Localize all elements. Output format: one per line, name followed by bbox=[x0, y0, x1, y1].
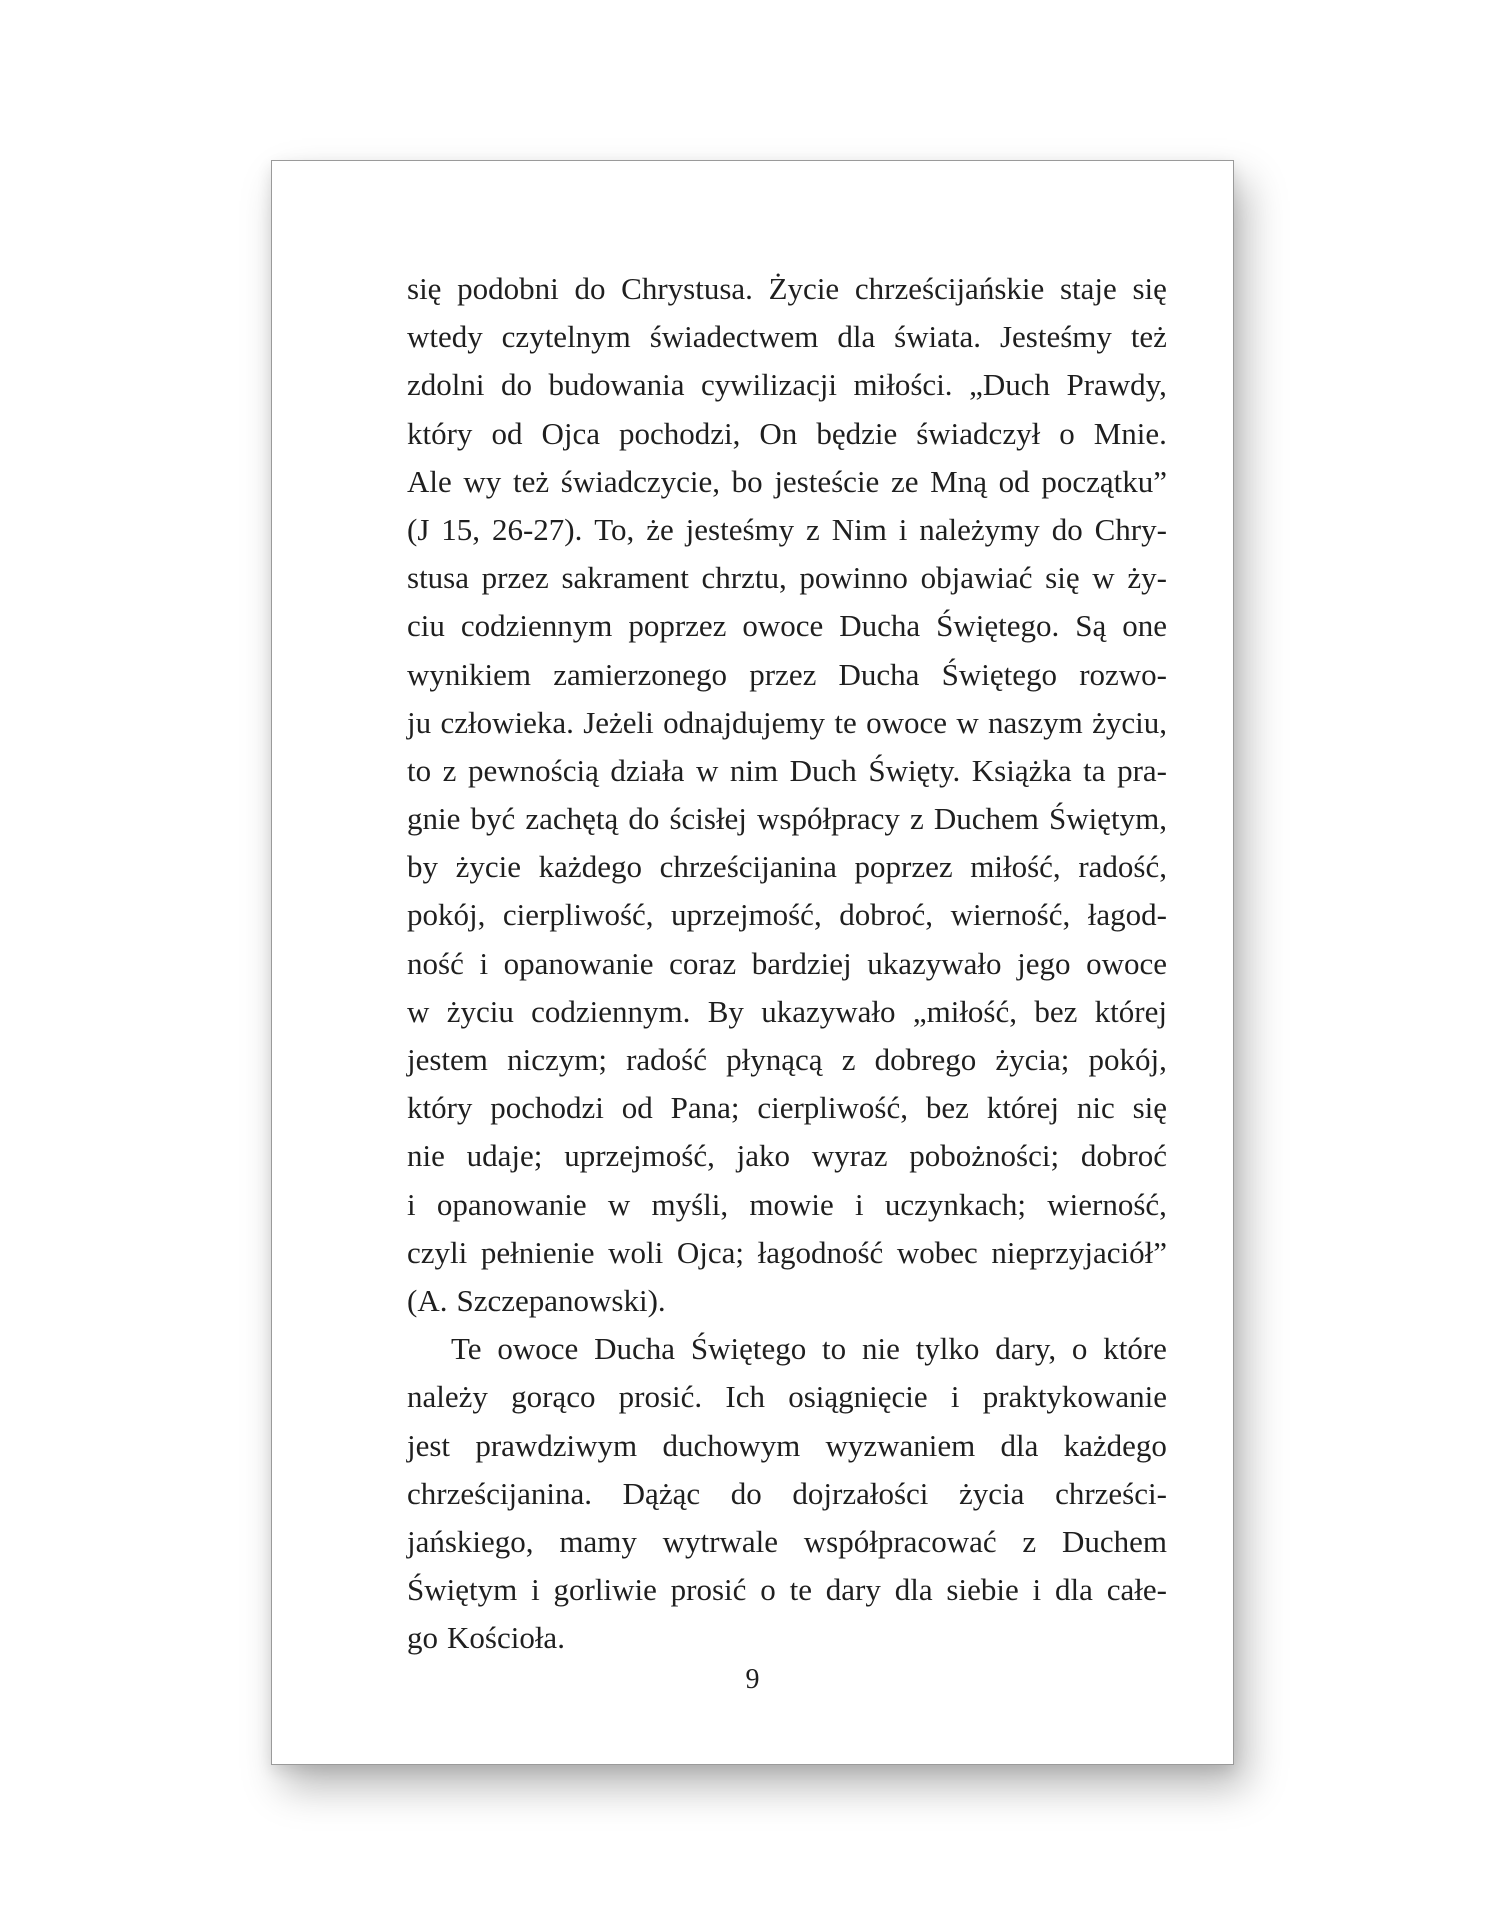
text-line: jańskiego, mamy wytrwale współpracować z Duchem bbox=[407, 1523, 1167, 1559]
book-page bbox=[271, 160, 1234, 1765]
text-line: ność i opanowanie coraz bardziej ukazywało jego owoce bbox=[407, 945, 1167, 981]
text-line: gnie być zachętą do ścisłej współpracy z Duchem Świętym, bbox=[407, 801, 1167, 837]
paragraph bbox=[407, 1325, 1167, 1662]
text-line: pokój, cierpliwość, uprzejmość, dobroć, wierność, łagod- bbox=[407, 897, 1167, 933]
text-line: go Kościoła. bbox=[407, 1620, 565, 1656]
text-line: chrześcijanina. Dążąc do dojrzałości życia chrześci- bbox=[407, 1475, 1167, 1511]
text-line: jestem niczym; radość płynącą z dobrego życia; pokój, bbox=[407, 1042, 1167, 1077]
text-line: się podobni do Chrystusa. Życie chrześcijańskie staje się bbox=[407, 271, 1167, 306]
text-line: wtedy czytelnym świadectwem dla świata. Jesteśmy też bbox=[407, 319, 1167, 355]
text-line: ju człowieka. Jeżeli odnajdujemy te owoce w naszym życiu, bbox=[407, 704, 1167, 740]
text-line: nie udaje; uprzejmość, jako wyraz pobożności; dobroć bbox=[407, 1138, 1167, 1174]
text-line: Ale wy też świadczycie, bo jesteście ze Mną od początku” bbox=[407, 463, 1167, 499]
text-line: jest prawdziwym duchowym wyzwaniem dla każdego bbox=[407, 1427, 1167, 1463]
text-line: Te owoce Ducha Świętego to nie tylko dary, o które bbox=[451, 1331, 1167, 1367]
text-line: by życie każdego chrześcijanina poprzez miłość, radość, bbox=[407, 849, 1167, 885]
text-line: (A. Szczepanowski). bbox=[407, 1282, 666, 1318]
text-line: i opanowanie w myśli, mowie i uczynkach; wierność, bbox=[407, 1186, 1167, 1222]
text-line: czyli pełnienie woli Ojca; łagodność wobec nieprzyjaciół” bbox=[407, 1234, 1167, 1270]
text-line: w życiu codziennym. By ukazywało „miłość, bez której bbox=[407, 993, 1167, 1029]
page-number: 9 bbox=[745, 1664, 760, 1695]
text-line: należy gorąco prosić. Ich osiągnięcie i praktykowanie bbox=[407, 1379, 1167, 1415]
text-line: (J 15, 26-27). To, że jesteśmy z Nim i należymy do Chry- bbox=[407, 511, 1167, 547]
text-line: ciu codziennym poprzez owoce Ducha Świętego. Są one bbox=[407, 608, 1167, 644]
text-line: wynikiem zamierzonego przez Ducha Świętego rozwo- bbox=[407, 656, 1167, 692]
text-line: który od Ojca pochodzi, On będzie świadczył o Mnie. bbox=[407, 415, 1167, 451]
page-body-text bbox=[407, 265, 1167, 1662]
text-line: to z pewnością działa w nim Duch Święty. Książka ta pra- bbox=[407, 752, 1167, 788]
paragraph bbox=[407, 265, 1167, 1325]
text-line: który pochodzi od Pana; cierpliwość, bez której nic się bbox=[407, 1090, 1167, 1126]
text-line: zdolni do budowania cywilizacji miłości. „Duch Prawdy, bbox=[407, 367, 1167, 403]
text-line: stusa przez sakrament chrztu, powinno objawiać się w ży- bbox=[407, 560, 1167, 596]
text-line: Świętym i gorliwie prosić o te dary dla siebie i dla całe- bbox=[407, 1572, 1167, 1608]
